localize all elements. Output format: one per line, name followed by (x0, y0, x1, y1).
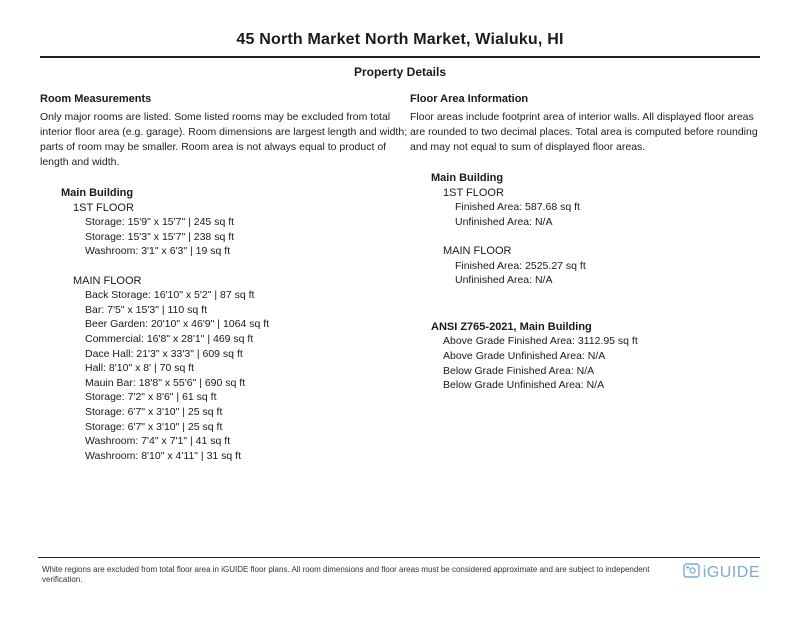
floor-area-line: Above Grade Finished Area: 3112.95 sq ft (443, 335, 638, 348)
area-block-main-floor (431, 244, 760, 288)
floor-area-line: Unfinished Area: N/A (455, 215, 553, 228)
floor-area-information-section (410, 93, 760, 463)
room-measurement-line: Bar: 7'5" x 15'3" | 110 sq ft (85, 303, 207, 316)
room-measurement-line: Back Storage: 16'10" x 5'2" | 87 sq ft (85, 289, 255, 302)
building-name: Main Building (61, 187, 134, 199)
page-footer (0, 557, 800, 585)
area-list (443, 200, 760, 229)
room-measurement-line: Washroom: 8'10" x 4'11" | 31 sq ft (85, 449, 242, 462)
floor-area-line: Finished Area: 587.68 sq ft (455, 201, 580, 213)
floor-block-main-floor (61, 274, 410, 464)
room-measurement-line: Storage: 7'2" x 8'6" | 61 sq ft (85, 391, 217, 404)
floor-name: 1ST FLOOR (443, 186, 504, 199)
ansi-standard-block (410, 320, 760, 393)
room-measurements-section (40, 93, 410, 463)
room-measurement-line: Storage: 15'3" x 15'7" | 238 sq ft (85, 230, 235, 243)
iguide-logo (683, 562, 760, 584)
page-subtitle: Property Details (353, 65, 447, 79)
page-title: 45 North Market North Market, Wialuku, HI (236, 31, 564, 48)
footer-disclaimer: White regions are excluded from total floor area in iGUIDE floor plans. All room dimensions and floor areas must be considered approximate and are subject to independent verification. (42, 565, 650, 584)
floor-area-line: Finished Area: 2525.27 sq ft (455, 259, 586, 272)
iguide-camera-icon (683, 562, 700, 584)
room-measurement-line: Storage: 15'9" x 15'7" | 245 sq ft (85, 216, 235, 228)
floor-area-line: Above Grade Unfinished Area: N/A (443, 349, 606, 362)
room-measurement-line: Washroom: 7'4" x 7'1" | 41 sq ft (85, 435, 231, 448)
room-list (73, 288, 410, 463)
ansi-area-list (431, 334, 760, 392)
room-list (73, 215, 410, 259)
room-measurement-line: Commercial: 16'8" x 28'1" | 469 sq ft (85, 333, 254, 346)
header-divider (40, 56, 760, 58)
room-measurement-line: Storage: 6'7" x 3'10" | 25 sq ft (85, 420, 223, 433)
floor-block-1st-floor (61, 201, 410, 259)
room-measurement-line: Beer Garden: 20'10" x 46'9" | 1064 sq ft (85, 318, 270, 331)
area-list (443, 259, 760, 288)
floor-area-line: Below Grade Unfinished Area: N/A (443, 379, 605, 392)
room-measurements-building (40, 186, 410, 463)
room-measurement-line: Washroom: 3'1" x 6'3" | 19 sq ft (85, 245, 231, 258)
room-measurement-line: Storage: 6'7" x 3'10" | 25 sq ft (85, 406, 223, 419)
floor-area-description: Floor areas include footprint area of interior walls. All displayed floor areas are rounded to two decimal places. Total area is computed before rounding and may not equal to sum of displayed floor areas. (410, 111, 758, 153)
iguide-logo-text: iGUIDE (702, 564, 760, 581)
content-columns (40, 93, 760, 463)
ansi-standard-title: ANSI Z765-2021, Main Building (431, 320, 592, 333)
floor-area-heading: Floor Area Information (410, 93, 529, 105)
floor-area-line: Below Grade Finished Area: N/A (443, 364, 595, 377)
floor-area-building (410, 171, 760, 288)
room-measurement-line: Hall: 8'10" x 8' | 70 sq ft (85, 362, 195, 375)
room-measurements-heading: Room Measurements (40, 93, 152, 105)
floor-name: MAIN FLOOR (443, 245, 512, 258)
floor-name: MAIN FLOOR (73, 274, 142, 287)
room-measurement-line: Dace Hall: 21'3" x 33'3" | 609 sq ft (85, 347, 243, 360)
floor-name: 1ST FLOOR (73, 201, 134, 214)
area-block-1st-floor (431, 186, 760, 230)
building-name: Main Building (431, 172, 504, 184)
floor-area-line: Unfinished Area: N/A (455, 274, 553, 287)
room-measurement-line: Mauin Bar: 18'8" x 55'6" | 690 sq ft (85, 376, 246, 389)
room-measurements-description: Only major rooms are listed. Some listed rooms may be excluded from total interior floor area (e.g. garage). Room dimensions are largest length and width; parts of room may be smaller. Room area is not always equal to product of length and width. (40, 111, 408, 168)
